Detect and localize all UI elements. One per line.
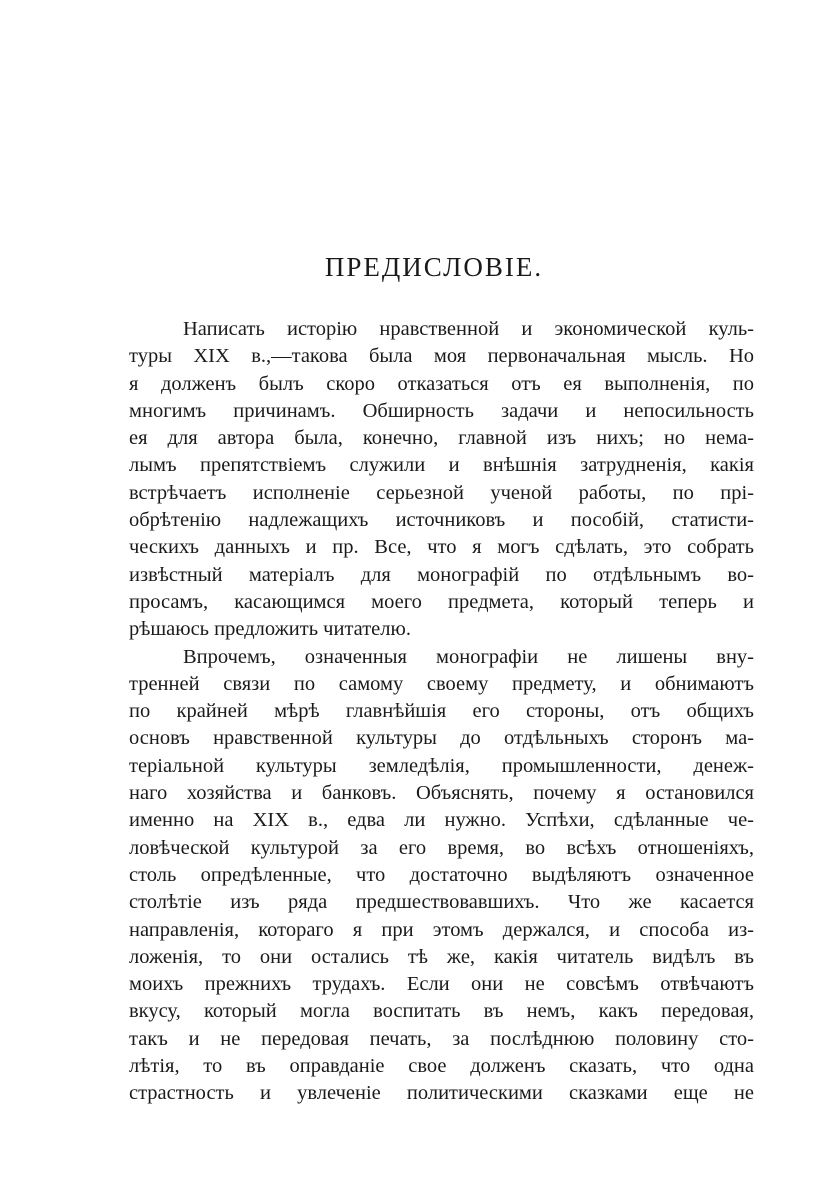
- text-line: тренней связи по самому своему предмету, и обнимаютъ: [129, 672, 754, 695]
- text-line: обрѣтенію надлежащихъ источниковъ и пособій, статисти-: [129, 509, 754, 532]
- text-line: такъ и не передовая печать, за послѣднюю половину сто-: [129, 1027, 754, 1050]
- text-line: встрѣчаетъ исполненіе серьезной ученой работы, по прі-: [129, 481, 754, 504]
- text-line: ловѣческой культурой за его время, во всѣхъ отношеніяхъ,: [129, 836, 754, 859]
- text-line: рѣшаюсь предложить читателю.: [129, 618, 411, 641]
- text-line: столь опредѣленные, что достаточно выдѣляютъ означенное: [129, 863, 754, 886]
- text-line: вкусу, который могла воспитать въ немъ, какъ передовая,: [129, 1000, 754, 1023]
- text-line: по крайней мѣрѣ главнѣйшія его стороны, отъ общихъ: [129, 700, 754, 723]
- text-line: наго хозяйства и банковъ. Объяснять, почему я остановился: [129, 782, 754, 805]
- page-title: ПРЕДИСЛОВІЕ.: [324, 252, 544, 282]
- text-line: ея для автора была, конечно, главной изъ нихъ; но нема-: [129, 427, 754, 450]
- text-line: лѣтія, то въ оправданіе свое долженъ сказать, что одна: [129, 1055, 754, 1078]
- text-line: туры XIX в.,—такова была моя первоначальная мысль. Но: [129, 345, 754, 368]
- text-line: страстность и увлеченіе политическими сказками еще не: [129, 1082, 754, 1105]
- text-line: столѣтіе изъ ряда предшествовавшихъ. Что же касается: [129, 891, 754, 914]
- text-line: моихъ прежнихъ трудахъ. Если они не совсѣмъ отвѣчаютъ: [129, 973, 754, 996]
- text-line: я долженъ былъ скоро отказаться отъ ея выполненія, по: [129, 372, 754, 395]
- text-line: основъ нравственной культуры до отдѣльныхъ сторонъ ма-: [129, 727, 754, 750]
- body-text: [129, 316, 754, 1108]
- text-line: лымъ препятствіемъ служили и внѣшнія затрудненія, какія: [129, 454, 754, 477]
- text-line: именно на XIX в., едва ли нужно. Успѣхи, сдѣланные че-: [129, 809, 754, 832]
- text-line: ческихъ данныхъ и пр. Все, что я могъ сдѣлать, это собрать: [129, 536, 754, 559]
- text-line: ложенія, то они остались тѣ же, какія читатель видѣлъ въ: [129, 945, 754, 968]
- text-line: направленія, котораго я при этомъ держался, и способа из-: [129, 918, 754, 941]
- text-line: просамъ, касающимся моего предмета, который теперь и: [129, 590, 754, 613]
- text-line: теріальной культуры земледѣлія, промышленности, денеж-: [129, 754, 754, 777]
- text-line: Написать исторію нравственной и экономической куль-: [183, 318, 754, 340]
- text-line: извѣстный матеріалъ для монографій по отдѣльнымъ во-: [129, 563, 754, 586]
- text-line: Впрочемъ, означенныя монографіи не лишены вну-: [183, 645, 754, 668]
- text-line: многимъ причинамъ. Обширность задачи и непосильность: [129, 399, 754, 422]
